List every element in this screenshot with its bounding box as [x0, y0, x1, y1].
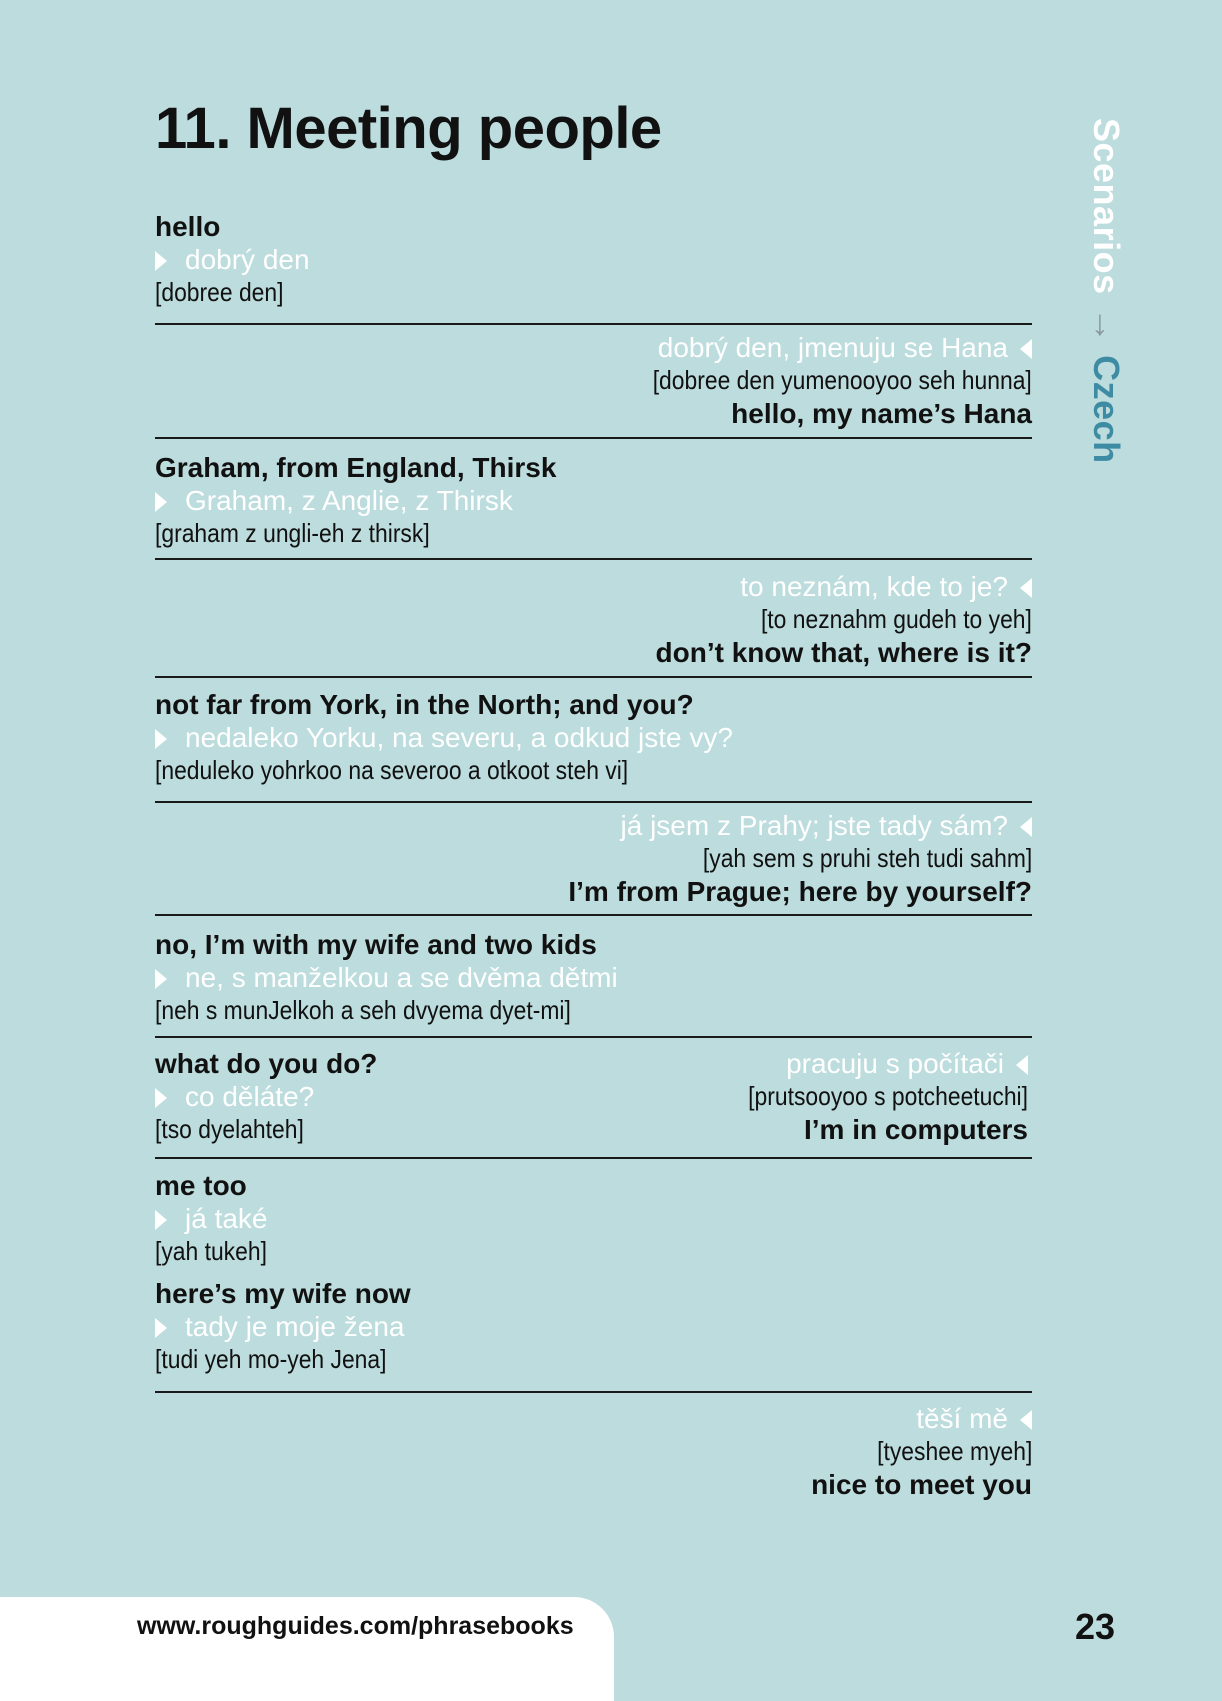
phrase-entry: [155, 325, 1032, 439]
phrase-entry: [155, 560, 1032, 678]
phrase-entry: [155, 1277, 1032, 1393]
triangle-right-icon: [155, 251, 167, 271]
pronunciation: [to neznahm gudeh to yeh]: [761, 604, 1032, 634]
pronunciation: [yah sem s pruhi steh tudi sahm]: [702, 843, 1032, 873]
pronunciation: [tso dyelahteh]: [155, 1114, 304, 1144]
czech-phrase: já jsem z Prahy; jste tady sám?: [155, 809, 1032, 842]
triangle-right-icon: [155, 969, 167, 989]
english-phrase: hello, my name’s Hana: [731, 398, 1032, 429]
english-phrase: me too: [155, 1170, 247, 1201]
phrase-entry: [155, 1159, 1032, 1277]
triangle-right-icon: [155, 1210, 167, 1230]
phrase-entry: [710, 1047, 1032, 1157]
english-phrase: I’m from Prague; here by yourself?: [568, 876, 1032, 907]
english-phrase: no, I’m with my wife and two kids: [155, 929, 597, 960]
czech-phrase: pracuju s počítači: [710, 1047, 1028, 1080]
language-label: Czech: [1086, 355, 1127, 464]
english-phrase: hello: [155, 211, 221, 242]
triangle-left-icon: [1016, 1055, 1028, 1075]
pronunciation: [neduleko yohrkoo na severoo a otkoot steh vi]: [155, 755, 629, 785]
arrow-right-icon: →: [1086, 306, 1127, 344]
english-phrase: nice to meet you: [811, 1469, 1032, 1500]
czech-phrase: dobrý den: [155, 243, 1032, 276]
triangle-right-icon: [155, 492, 167, 512]
section-label: Scenarios: [1086, 118, 1127, 295]
english-phrase: don’t know that, where is it?: [655, 637, 1032, 668]
phrase-entry: [155, 916, 1032, 1038]
phrase-entry: [155, 1393, 1032, 1501]
phrase-list: [155, 210, 1032, 1501]
phrase-entry: [155, 1047, 377, 1157]
pronunciation: [yah tukeh]: [155, 1236, 267, 1266]
triangle-left-icon: [1020, 339, 1032, 359]
czech-phrase: nedaleko Yorku, na severu, a odkud jste vy?: [155, 721, 1032, 754]
czech-phrase: dobrý den, jmenuju se Hana: [155, 331, 1032, 364]
phrase-entry: [155, 803, 1032, 916]
triangle-right-icon: [155, 729, 167, 749]
pronunciation: [tyeshee myeh]: [876, 1436, 1032, 1466]
czech-phrase: Graham, z Anglie, z Thirsk: [155, 484, 1032, 517]
english-phrase: I’m in computers: [803, 1114, 1028, 1145]
pronunciation: [tudi yeh mo-yeh Jena]: [155, 1344, 387, 1374]
czech-phrase: to neznám, kde to je?: [155, 570, 1032, 603]
czech-phrase: ne, s manželkou a se dvěma dětmi: [155, 961, 1032, 994]
phrase-entry: [155, 678, 1032, 803]
czech-phrase: co děláte?: [155, 1080, 377, 1113]
page-number: 23: [1075, 1606, 1116, 1647]
triangle-left-icon: [1020, 817, 1032, 837]
english-phrase: Graham, from England, Thirsk: [155, 452, 557, 483]
pronunciation: [dobree den]: [155, 277, 284, 307]
phrase-entry: [155, 210, 1032, 325]
pronunciation: [dobree den yumenooyoo seh hunna]: [652, 365, 1032, 395]
triangle-right-icon: [155, 1088, 167, 1108]
czech-phrase: já také: [155, 1202, 1032, 1235]
pronunciation: [neh s munJelkoh a seh dvyema dyet-mi]: [155, 995, 571, 1025]
phrase-pair: [155, 1038, 1032, 1159]
pronunciation: [prutsooyoo s potcheetuchi]: [748, 1081, 1028, 1111]
czech-phrase: těší mě: [155, 1402, 1032, 1435]
english-phrase: not far from York, in the North; and you?: [155, 689, 694, 720]
english-phrase: here’s my wife now: [155, 1278, 411, 1309]
phrase-entry: [155, 439, 1032, 560]
triangle-left-icon: [1020, 578, 1032, 598]
pronunciation: [graham z ungli-eh z thirsk]: [155, 518, 430, 548]
page-title: 11. Meeting people: [155, 96, 662, 161]
footer-url[interactable]: www.roughguides.com/phrasebooks: [137, 1612, 574, 1640]
triangle-left-icon: [1020, 1410, 1032, 1430]
section-tab: [1085, 118, 1127, 464]
triangle-right-icon: [155, 1318, 167, 1338]
english-phrase: what do you do?: [155, 1048, 378, 1079]
czech-phrase: tady je moje žena: [155, 1310, 1032, 1343]
